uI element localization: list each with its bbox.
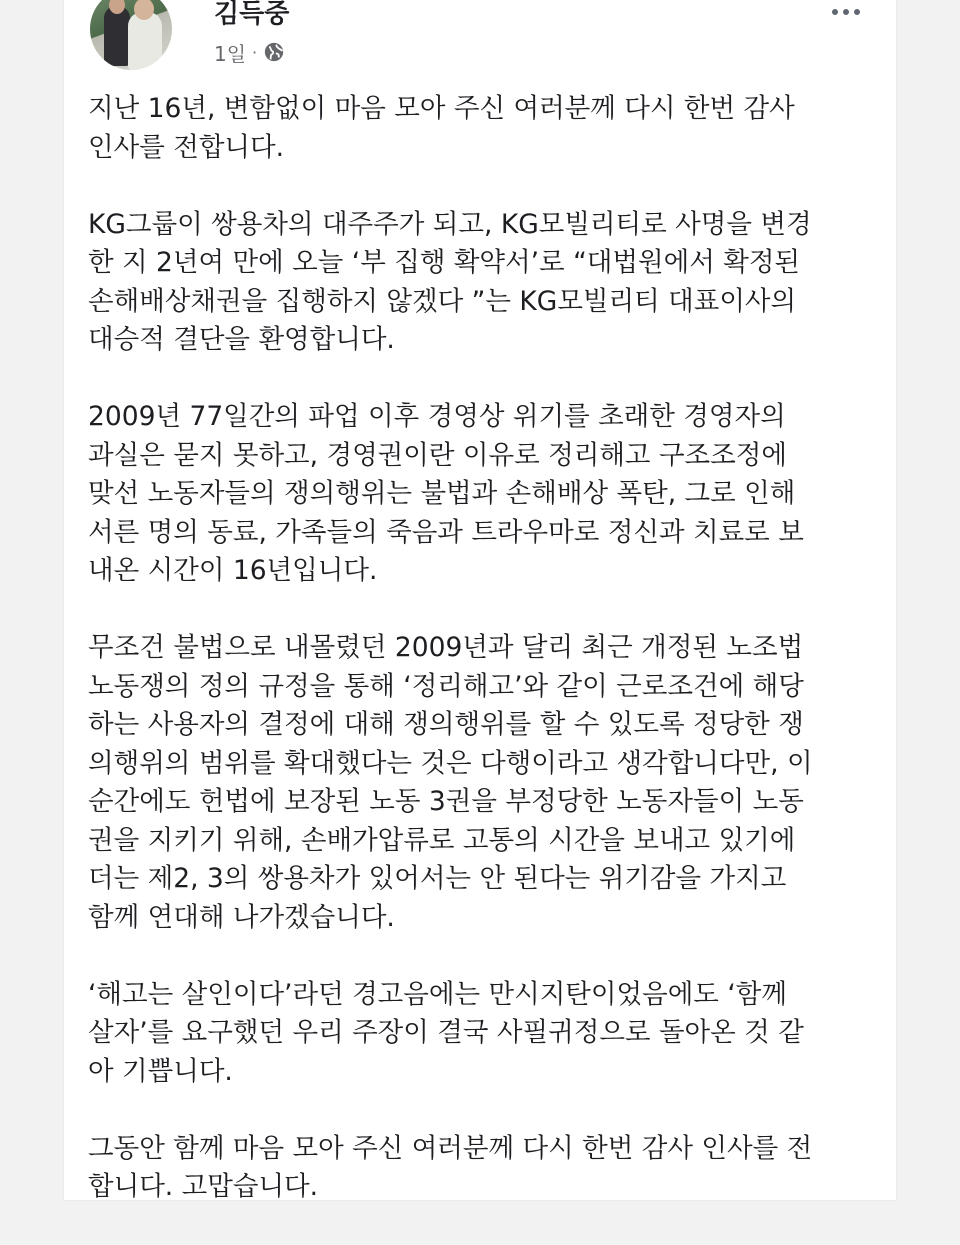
more-dots-icon[interactable] xyxy=(824,0,868,24)
avatar-person-right xyxy=(128,12,162,70)
post-text-line: 그동안 함께 마음 모아 주신 여러분께 다시 한번 감사 인사를 전 xyxy=(88,1132,813,1164)
post-text-line: 지난 16년, 변함없이 마음 모아 주신 여러분께 다시 한번 감사 xyxy=(88,93,795,124)
avatar[interactable] xyxy=(90,0,172,70)
post-text-line: 함께 연대해 나가겠습니다. xyxy=(88,901,395,933)
post-text-line: 순간에도 헌법에 보장된 노동 3권을 부정당한 노동자들이 노동 xyxy=(88,786,804,817)
post-header xyxy=(88,0,872,80)
post-body xyxy=(88,90,868,1245)
post-paragraph xyxy=(88,90,868,167)
avatar-person-left xyxy=(104,6,130,66)
meta-separator: · xyxy=(252,42,258,62)
post-text-line: 내온 시간이 16년입니다. xyxy=(88,555,378,586)
globe-icon[interactable] xyxy=(263,41,285,63)
post-text-line: 합니다. 고맙습니다. xyxy=(88,1171,319,1202)
post-text-line: 아 기쁩니다. xyxy=(88,1055,233,1087)
post-time[interactable]: 1일 xyxy=(214,41,247,66)
post-text-line: 맞선 노동자들의 쟁의행위는 불법과 손해배상 폭탄, 그로 인해 xyxy=(88,478,796,509)
author-name[interactable]: 김득중 xyxy=(214,0,290,29)
post-meta xyxy=(214,38,285,66)
post-text-line: 인사를 전합니다. xyxy=(88,131,285,163)
dot xyxy=(854,9,860,15)
post-text-line: KG그룹이 쌍용차의 대주주가 되고, KG모빌리티로 사명을 변경 xyxy=(88,208,812,240)
post-text-line: 과실은 묻지 못하고, 경영권이란 이유로 정리해고 구조조정에 xyxy=(88,439,787,471)
post-text-line: 더는 제2, 3의 쌍용차가 있어서는 안 된다는 위기감을 가지고 xyxy=(88,863,787,894)
post-card xyxy=(64,0,896,1200)
post-paragraph xyxy=(88,398,868,591)
post-text-line: ‘해고는 살인이다’라던 경고음에는 만시지탄이었음에도 ‘함께 xyxy=(88,978,787,1010)
post-text-line: 살자’를 요구했던 우리 주장이 결국 사필귀정으로 돌아온 것 같 xyxy=(88,1017,804,1048)
post-text-line: 의행위의 범위를 확대했다는 것은 다행이라고 생각합니다만, 이 xyxy=(88,747,813,779)
post-text-line: 손해배상채권을 집행하지 않겠다 ”는 KG모빌리티 대표이사의 xyxy=(88,285,797,317)
post-text-line: 2009년 77일간의 파업 이후 경영상 위기를 초래한 경영자의 xyxy=(88,401,786,432)
post-paragraph xyxy=(88,1130,868,1207)
dot xyxy=(843,9,849,15)
post-text-line: 하는 사용자의 결정에 대해 쟁의행위를 할 수 있도록 정당한 쟁 xyxy=(88,709,804,740)
post-text-line: 대승적 결단을 환영합니다. xyxy=(88,324,395,355)
post-paragraph xyxy=(88,976,868,1092)
post-text-line: 노동쟁의 정의 규정을 통해 ‘정리해고’와 같이 근로조건에 해당 xyxy=(88,670,804,702)
dot xyxy=(832,9,838,15)
post-text-line: 무조건 불법으로 내몰렸던 2009년과 달리 최근 개정된 노조법 xyxy=(88,632,804,663)
post-text-line: 서른 명의 동료, 가족들의 죽음과 트라우마로 정신과 치료로 보 xyxy=(88,516,804,548)
post-paragraph xyxy=(88,629,868,937)
post-text-line: 한 지 2년여 만에 오늘 ‘부 집행 확약서’로 “대법원에서 확정된 xyxy=(88,247,801,278)
post-text-line: 권을 지키기 위해, 손배가압류로 고통의 시간을 보내고 있기에 xyxy=(88,824,796,856)
post-paragraph xyxy=(88,206,868,360)
